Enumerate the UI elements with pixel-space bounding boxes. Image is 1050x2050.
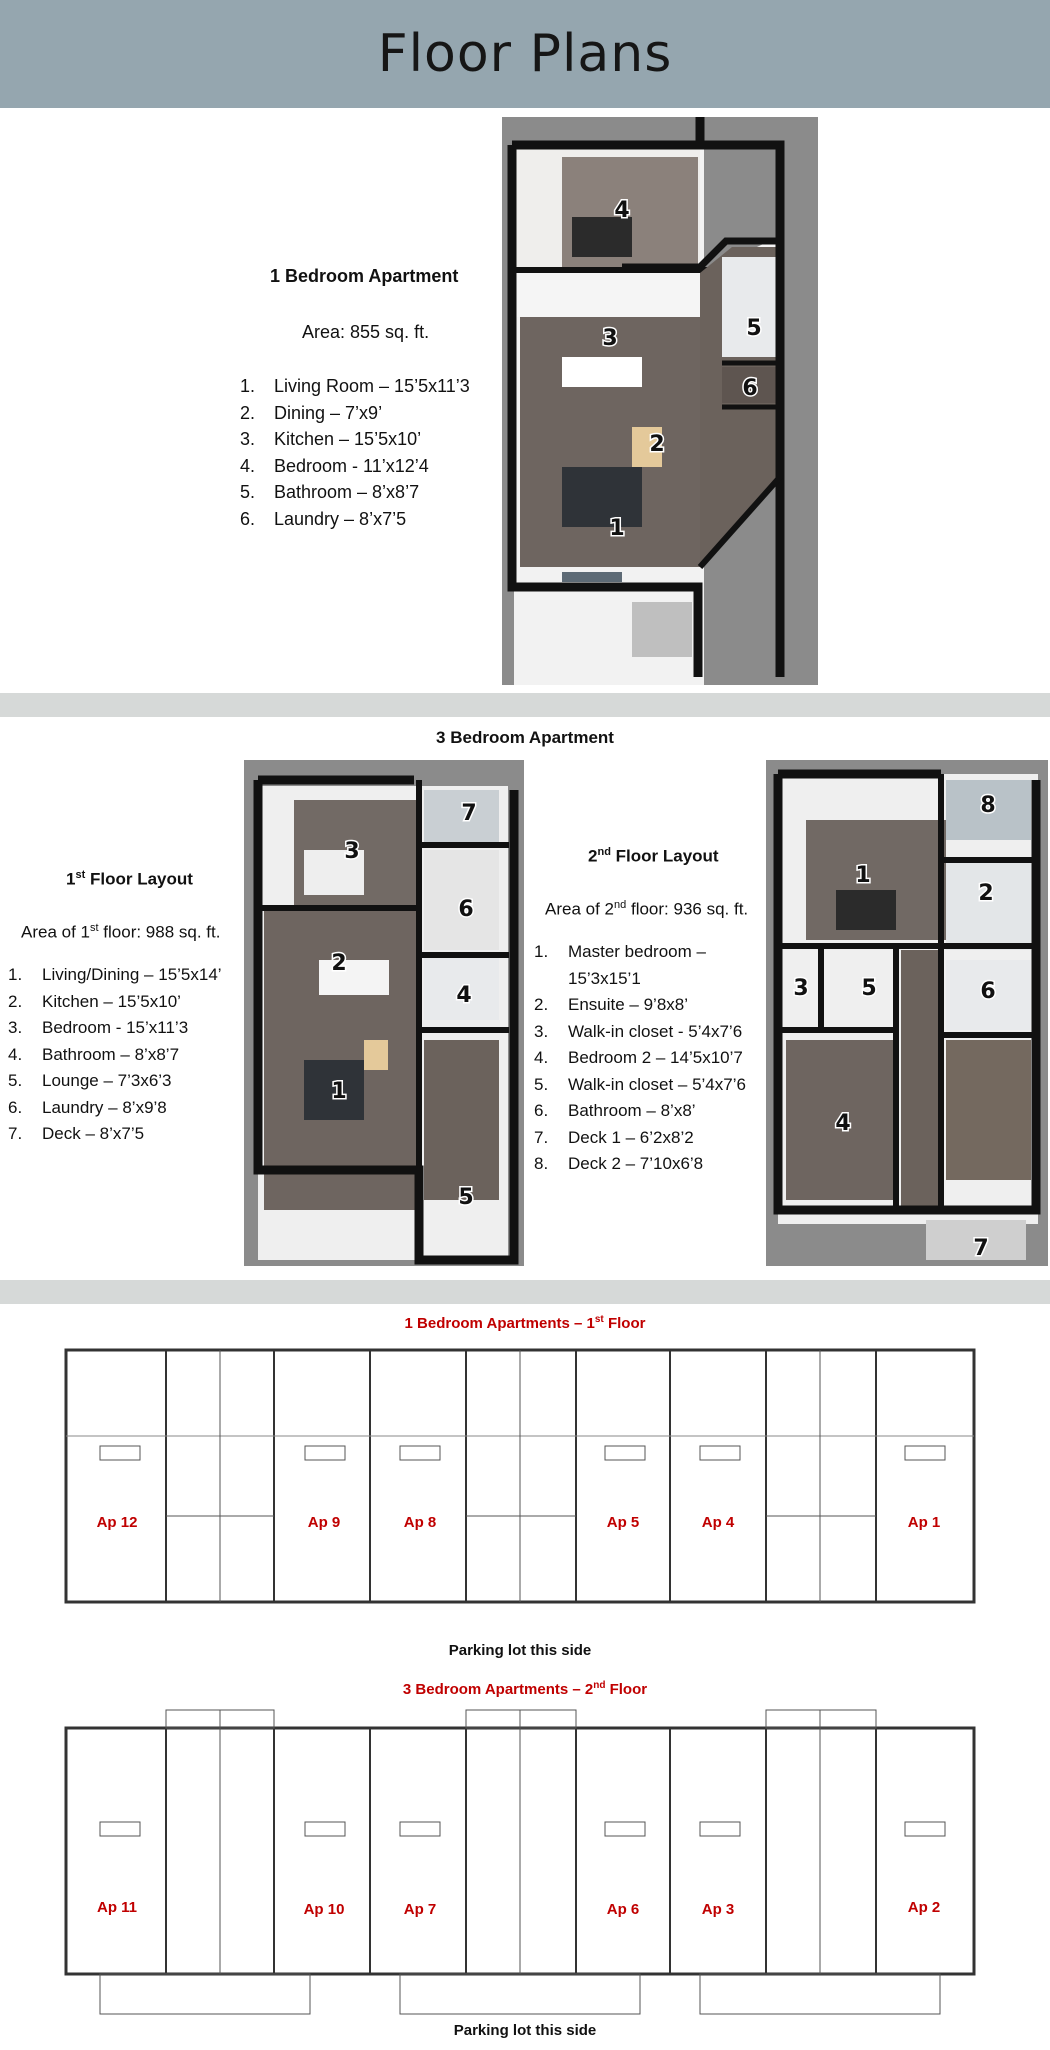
plan-room-label: 3 (602, 326, 618, 351)
list-item: 4. Bedroom 2 – 14’5x10’7 (534, 1048, 743, 1067)
site-plan-1-title: 1 Bedroom Apartments – 1st Floor (404, 1314, 646, 1332)
section-divider (0, 693, 1050, 717)
list-item: 8. Deck 2 – 7’10x6’8 (534, 1154, 704, 1173)
list-item: 1. Living/Dining – 15’5x14’ (8, 965, 222, 984)
list-item: 3. Bedroom - 15’x11’3 (8, 1018, 189, 1037)
unit-label: Ap 4 (701, 1514, 735, 1531)
list-item: 5. Bathroom – 8’x8’7 (240, 482, 420, 502)
unit-label: Ap 8 (403, 1514, 437, 1531)
first-floor-room-list (8, 962, 222, 1148)
plan-room-label: 4 (614, 198, 630, 223)
list-item: 7. Deck – 8’x7’5 (8, 1124, 145, 1143)
first-floor-title: 1st Floor Layout (66, 869, 193, 889)
list-item: 2. Dining – 7’x9’ (240, 402, 383, 423)
list-item: 3. Kitchen – 15’5x10’ (240, 429, 422, 449)
one-bedroom-title: 1 Bedroom Apartment (270, 266, 459, 286)
plan-room-label: 2 (978, 881, 994, 906)
unit-label: Ap 6 (606, 1901, 640, 1918)
plan-room-label: 1 (855, 863, 871, 888)
plan-room-label: 3 (793, 976, 809, 1001)
three-bedroom-title: 3 Bedroom Apartment (436, 728, 614, 747)
plan-room-label: 6 (742, 376, 758, 401)
list-item: 4. Bedroom - 11’x12’4 (240, 455, 429, 476)
list-item: 5. Walk-in closet – 5’4x7’6 (534, 1074, 746, 1094)
plan-room-label: 2 (331, 951, 347, 976)
site-plan-1-drawing (60, 1336, 1000, 1636)
first-floor-area: Area of 1st floor: 988 sq. ft. (21, 922, 221, 942)
plan-room-label: 5 (861, 976, 877, 1001)
list-item: 5. Lounge – 7’3x6’3 (8, 1071, 172, 1090)
unit-label: Ap 7 (403, 1901, 437, 1918)
unit-label: Ap 3 (701, 1901, 735, 1918)
unit-label: Ap 10 (303, 1901, 345, 1918)
second-floor-room-list (534, 939, 746, 1178)
plan-room-label: 3 (344, 839, 360, 864)
plan-room-label: 6 (458, 897, 474, 922)
plan-room-label: 4 (835, 1111, 851, 1136)
plan-room-label: 4 (456, 983, 472, 1008)
unit-label: Ap 9 (307, 1514, 341, 1531)
parking-caption-1: Parking lot this side (448, 1642, 592, 1659)
header-banner (0, 0, 1050, 108)
plan-room-label: 7 (973, 1236, 989, 1261)
plan-room-label: 7 (461, 801, 477, 826)
page-title: Floor Plans (377, 24, 673, 84)
one-bedroom-room-list (240, 373, 470, 532)
list-item: 1. Living Room – 15’5x11’3 (240, 376, 470, 396)
site-plan-2-title: 3 Bedroom Apartments – 2nd Floor (402, 1680, 648, 1698)
list-item: 2. Kitchen – 15’5x10’ (8, 991, 181, 1011)
parking-caption-2: Parking lot this side (453, 2022, 597, 2039)
one-bedroom-floor-plan (502, 117, 818, 685)
unit-label: Ap 5 (606, 1514, 640, 1531)
list-item: 1. Master bedroom – 15’3x15’1 (534, 942, 706, 988)
plan-room-label: 8 (980, 793, 996, 818)
list-item: 6. Laundry – 8’x7’5 (240, 508, 407, 529)
list-item: 3. Walk-in closet - 5’4x7’6 (534, 1021, 743, 1041)
unit-label: Ap 11 (96, 1899, 138, 1916)
plan-room-label: 6 (980, 979, 996, 1004)
second-floor-title: 2nd Floor Layout (588, 846, 719, 866)
section-divider (0, 1280, 1050, 1304)
list-item: 6. Bathroom – 8’x8’ (534, 1101, 696, 1120)
first-floor-plan (244, 760, 524, 1266)
unit-label: Ap 2 (907, 1899, 941, 1916)
plan-room-label: 1 (609, 516, 625, 541)
plan-room-label: 5 (458, 1185, 474, 1210)
list-item: 4. Bathroom – 8’x8’7 (8, 1044, 180, 1064)
second-floor-area: Area of 2nd floor: 936 sq. ft. (545, 899, 749, 919)
plan-room-label: 5 (746, 316, 762, 341)
one-bedroom-area: Area: 855 sq. ft. (302, 322, 430, 342)
plan-room-label: 2 (649, 432, 665, 457)
second-floor-plan (766, 760, 1048, 1266)
list-item: 7. Deck 1 – 6’2x8’2 (534, 1127, 694, 1147)
site-plan-2-drawing (60, 1702, 1000, 2020)
unit-label: Ap 12 (96, 1514, 138, 1531)
plan-room-label: 1 (331, 1079, 347, 1104)
unit-label: Ap 1 (907, 1514, 941, 1531)
list-item: 6. Laundry – 8’x9’8 (8, 1097, 167, 1117)
list-item: 2. Ensuite – 9’8x8’ (534, 995, 689, 1014)
